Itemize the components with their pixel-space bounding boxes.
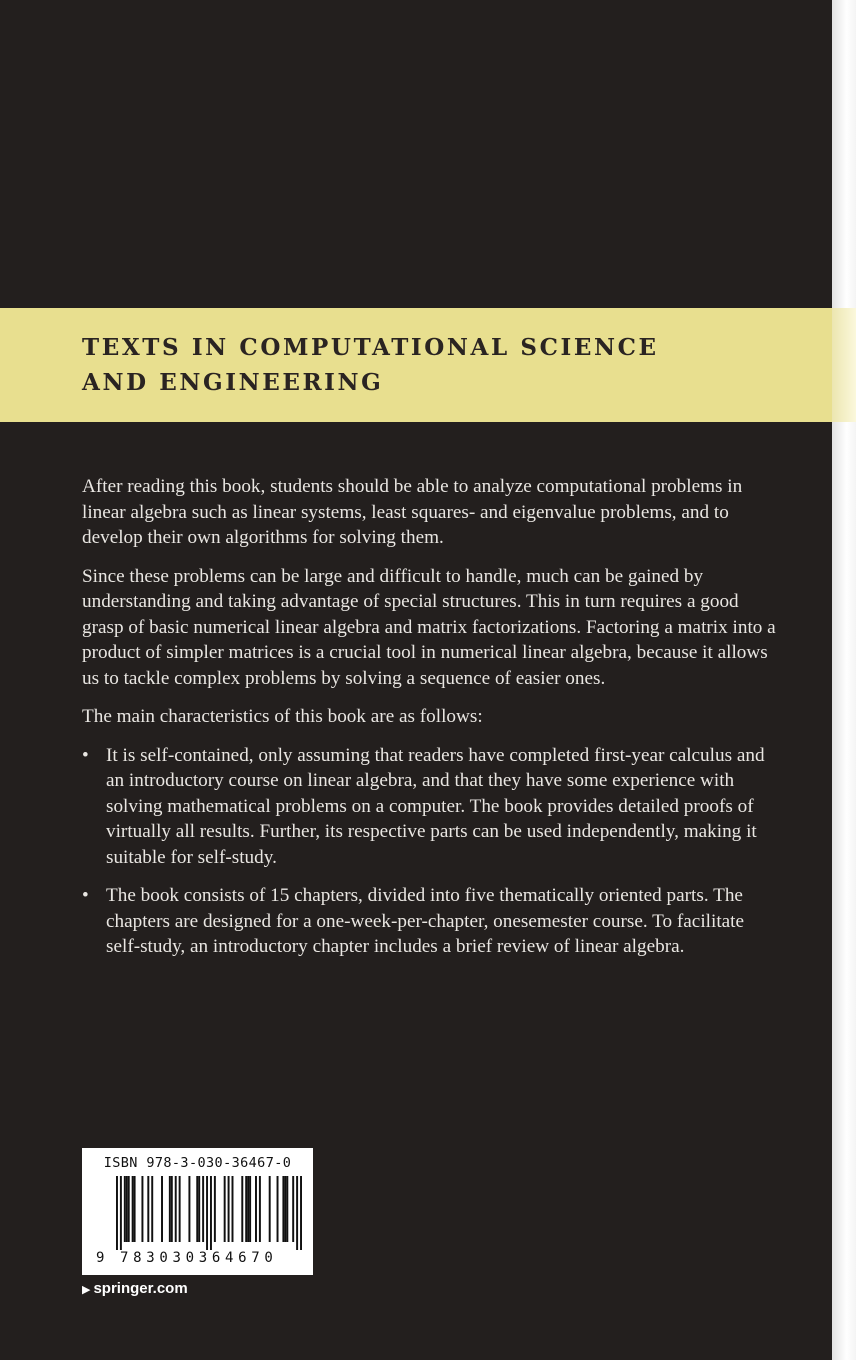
isbn-barcode (82, 1148, 313, 1275)
barcode-guard-bar (120, 1176, 122, 1250)
barcode-bar (151, 1176, 153, 1242)
barcode-bar (228, 1176, 230, 1242)
spine-band (832, 308, 856, 422)
barcode-digit-string: 783030364670 (120, 1250, 278, 1266)
series-title-line-1: TEXTS IN COMPUTATIONAL SCIENCE (82, 334, 659, 361)
barcode-bar (128, 1176, 130, 1242)
barcode-bar (292, 1176, 294, 1242)
barcode-bars (116, 1176, 302, 1250)
barcode-bar (282, 1176, 284, 1242)
barcode-bar (255, 1176, 257, 1242)
publisher-url: springer.com (93, 1280, 188, 1297)
barcode-bar (286, 1176, 288, 1242)
characteristics-list (82, 743, 782, 960)
barcode-bar (249, 1176, 251, 1242)
barcode-bar (179, 1176, 181, 1242)
barcode-bar (277, 1176, 279, 1242)
publisher-link[interactable] (82, 1280, 188, 1297)
description-paragraph-3: The main characteristics of this book are as follows: (82, 706, 483, 727)
bullet-icon: • (82, 744, 89, 766)
barcode-bar (214, 1176, 216, 1242)
description-paragraph-1: After reading this book, students should be able to analyze computational problems in linear algebra such as linear systems, least squares- and eigenvalue problems, and to develop their own algorithms for solving them. (82, 476, 743, 548)
list-item (82, 883, 782, 960)
barcode-bar (259, 1176, 261, 1242)
description-paragraph-2: Since these problems can be large and difficult to handle, much can be gained by understanding and taking advantage of special structures. This in turn requires a good grasp of basic numerical linear algebra and matrix factorizations. Factoring a matrix into a product of simpler matrices is a crucial tool in numerical linear algebra, because it allows us to tackle complex problems by solving a sequence of easier ones. (82, 565, 776, 689)
barcode-bar (161, 1176, 163, 1242)
barcode-bar (241, 1176, 243, 1242)
book-description (82, 474, 782, 973)
barcode-bar (175, 1176, 177, 1242)
bullet-icon: • (82, 885, 89, 906)
barcode-bar (232, 1176, 234, 1242)
series-title (82, 330, 782, 400)
barcode-bar (198, 1176, 200, 1242)
barcode-bar (224, 1176, 226, 1242)
barcode-bar (188, 1176, 190, 1242)
barcode-guard-bar (300, 1176, 302, 1250)
list-item (82, 743, 782, 871)
barcode-bar (169, 1176, 171, 1242)
barcode-digits (94, 1250, 306, 1270)
barcode-bar (245, 1176, 247, 1242)
barcode-bar (147, 1176, 149, 1242)
barcode-bar (247, 1176, 249, 1242)
barcode-guard-bar (206, 1176, 208, 1250)
barcode-guard-bar (210, 1176, 212, 1250)
barcode-bar (284, 1176, 286, 1242)
barcode-first-digit: 9 (96, 1250, 105, 1266)
barcode-bar (132, 1176, 134, 1242)
isbn-label: ISBN 978-3-030-36467-0 (103, 1155, 292, 1171)
barcode-bar (126, 1176, 128, 1242)
barcode-bar (124, 1176, 126, 1242)
barcode-bar (202, 1176, 204, 1242)
barcode-bar (141, 1176, 143, 1242)
series-title-line-2: AND ENGINEERING (82, 369, 384, 396)
barcode-bar (134, 1176, 136, 1242)
barcode-bar (171, 1176, 173, 1242)
arrow-right-icon: ▶ (82, 1284, 91, 1296)
barcode-bar (269, 1176, 271, 1242)
list-item-text: The book consists of 15 chapters, divided into five thematically oriented parts. The chapters are designed for a one-week-per-chapter, onesemester course. To facilitate self-study, an introductory chapter includes a brief review of linear algebra. (106, 885, 745, 957)
barcode-guard-bar (296, 1176, 298, 1250)
barcode-bar (196, 1176, 198, 1242)
barcode-guard-bar (116, 1176, 118, 1250)
list-item-text: It is self-contained, only assuming that readers have completed first-year calculus and an introductory course on linear algebra, and that they have some experience with solving mathematical problems on a computer. The book provides detailed proofs of virtually all results. Further, its respective parts can be used independently, making it suitable for self-study. (106, 744, 765, 868)
spine-edge (832, 0, 856, 1360)
